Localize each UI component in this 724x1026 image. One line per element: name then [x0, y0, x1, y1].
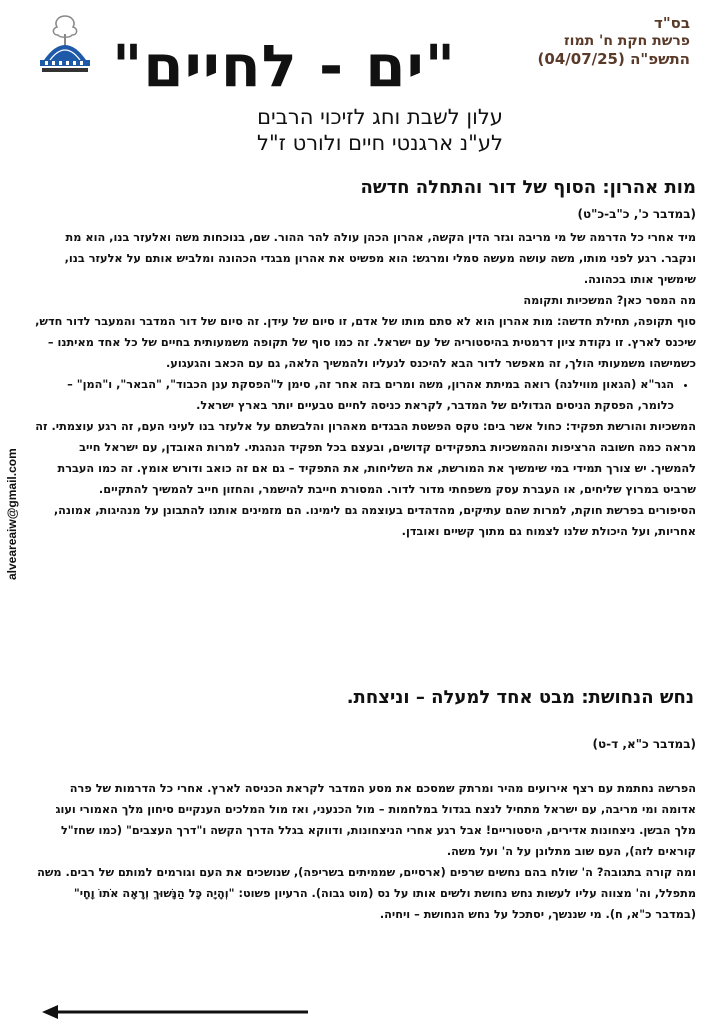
- paragraph: המשכיות והורשת תפקיד: כחול אשר בים: טקס הפשטת הבגדים מאהרון והלבשתם על אלעזר בנו לעיני העם, זה רגע עוצמתי. זה מראה כמה חשובה הרציפות וההמשכיות בתפקידים קדושים, ובעצם בכל תפקיד הנהגתי. למרות האובדן, עם ישראל חייב להמשיך. יש צורך תמידי במי שימשיך את המורשת, את השליחות, את התפקיד – גם אם זה כואב ודורש אומץ. זה כמו העברת שרביט במרוץ שליחים, או העברת עסק משפחתי מדור לדור. המסורת חייבת להישמר, והחזון חייב להמשיך להתקיים.: [35, 420, 696, 496]
- subtitle-line-2: לע"נ ארגנטי חיים ולורט ז"ל: [257, 131, 503, 155]
- paragraph: סוף תקופה, תחילת חדשה: מות אהרון הוא לא סתם מותו של אדם, זו סיום של עידן. זה סיום של דור המדבר והמעבר לדור חדש, שיכנס לארץ. זו נקודת ציון דרמטית בהיסטוריה של עם ישראל. זה כמו סוף של תקופה משמעותית בחיים של כל אחד מאיתנו – כשמישהו משמעותי הולך, זה מאפשר לדור הבא להיכנס לנעליו ולהמשיך הלאה, גם עם הכאב והגעגוע.: [35, 315, 696, 370]
- continue-arrow-icon: [40, 1002, 310, 1022]
- section-2-body: [32, 778, 696, 925]
- paragraph: הסיפורים בפרשת חוקת, למרות שהם עתיקים, מהדהדים בעוצמה גם לימינו. הם מזמינים אותנו להתבונן על מנהיגות, אמונה, אחריות, ועל היכולת שלנו לצמוח גם מתוך קשיים ואובדן.: [53, 504, 696, 538]
- paragraph-heading: מה המסר כאן? המשכיות ותקומה: [523, 294, 696, 307]
- section-2-title: נחש הנחושת: מבט אחד למעלה – וניצחת.: [346, 687, 694, 708]
- subtitle-line-1: עלון לשבת וחג לזיכוי הרבים: [257, 105, 503, 129]
- header-info: [500, 14, 690, 68]
- date-label: התשפ"ה (04/07/25): [537, 50, 690, 68]
- paragraph: מיד אחרי כל הדרמה של מי מריבה וגזר הדין הקשה, אהרון הכהן עולה להר ההור. שם, בנוכחות משה ואלעזר בנו, הוא מת ונקבר. רגע לפני מותו, משה עושה מעשה סמלי ומרגש: הוא מפשיט את אהרון מבגדי הכהונה ומלביש אותם על אלעזר בנו, שימשיך אותו בכהונה.: [64, 231, 696, 286]
- paragraph: הפרשה נחתמת עם רצף אירועים מהיר ומרתק שמסכם את מסע המדבר לקראת הכניסה לארץ. אחרי כל הדרמות של פרה אדומה ומי מריבה, עם ישראל מתחיל לנצח בגדול במלחמות – מול הכנעני, ואז מול המלכים הענקיים סיחון מלך האמורי ועוג מלך הבשן. ניצחונות אדירים, היסטוריים! אבל רגע אחרי הניצחונות, ודווקא בגלל הדרך הקשה ו"דרך העצבים" (כמו שחז"ל קוראים לזה), העם שוב מתלונן על ה' ועל משה.: [55, 782, 696, 858]
- contact-email: alveareaiw@gmail.com: [5, 448, 19, 580]
- section-1-reference: (במדבר כ', כ"ב-כ"ט): [577, 207, 696, 221]
- section-2-reference: (במדבר כ"א, ד-ט): [592, 737, 696, 751]
- list-item: • הגר"א (הגאון מווילנה) רואה במיתת אהרון, משה ומרים בזה אחר זה, סימן ל"הפסקת ענן הכבוד", "הבאר", ו"המן" – כלומר, הפסקת הניסים הגדולים של המדבר, לקראת כניסה לחיים טבעיים יותר בארץ ישראל.: [32, 374, 674, 416]
- parasha-label: פרשת חקת ח' תמוז: [564, 33, 690, 49]
- subtitle: [170, 104, 590, 156]
- bullet-list: [32, 374, 696, 416]
- section-1-body: [32, 227, 696, 542]
- page-title: "ים - לחיים": [112, 32, 456, 100]
- section-1-title: מות אהרון: הסוף של דור והתחלה חדשה: [360, 177, 696, 198]
- bsd-label: בס"ד: [654, 14, 690, 32]
- paragraph: ומה קורה בתגובה? ה' שולח בהם נחשים שרפים (ארסיים, שממיתים בשריפה), שנושכים את העם וגורמים למותם של רבים. משה מתפלל, וה' מצווה עליו לעשות נחש נחושת ולשים אותו על נס (מוט גבוה). הרעיון פשוט: "וְהָיָה כָּל הַנָּשׁוּךְ וְרָאָה אֹתוֹ וָחָי" (במדבר כ"א, ח). מי שננשך, יסתכל על נחש הנחושת – ויחיה.: [37, 866, 696, 921]
